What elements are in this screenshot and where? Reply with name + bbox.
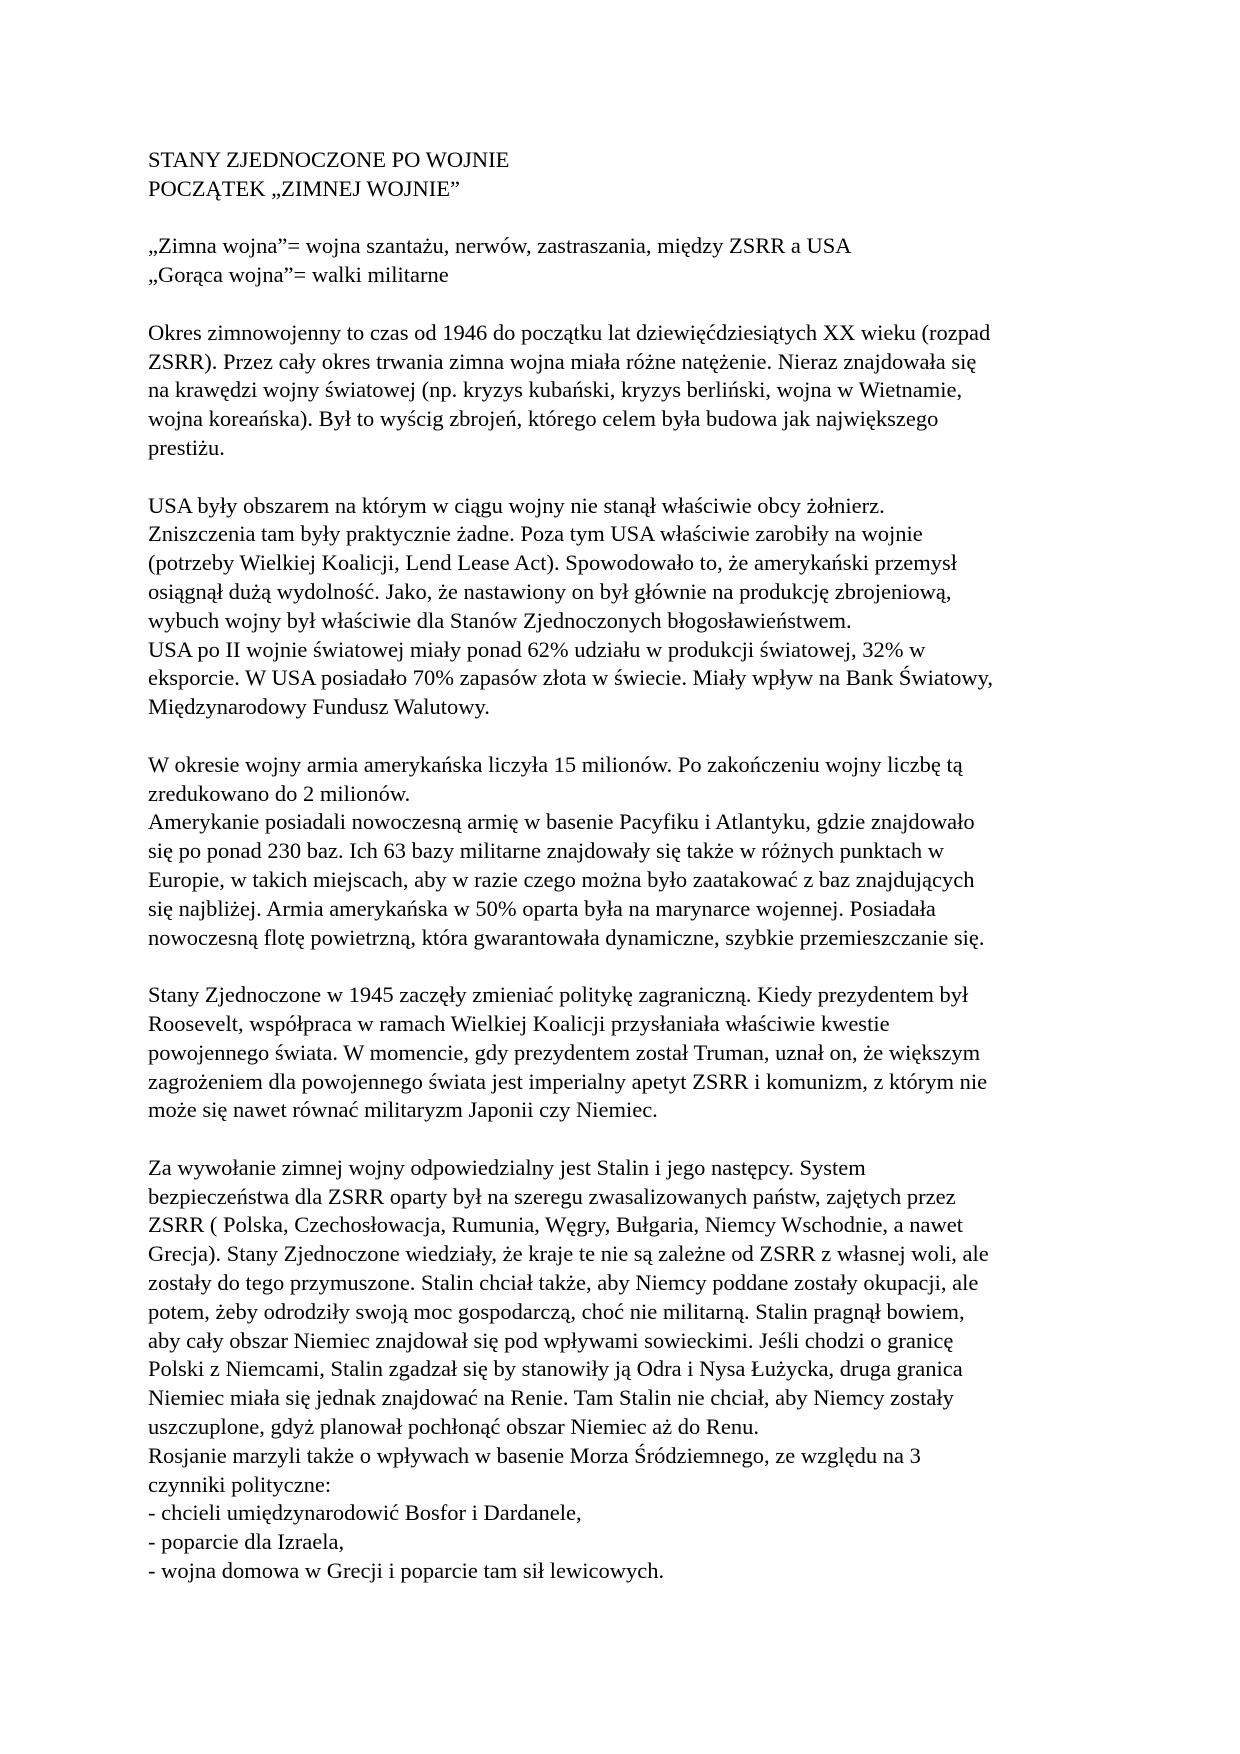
list-item: - chcieli umiędzynarodowić Bosfor i Dardanele, xyxy=(148,1500,582,1526)
text-line: czynniki polityczne: xyxy=(148,1471,332,1497)
definitions xyxy=(148,232,1098,290)
text-line: zostały do tego przymuszone. Stalin chciał także, aby Niemcy poddane zostały okupacji, ale xyxy=(148,1270,979,1296)
blank-line xyxy=(148,463,1098,492)
text-line: Stany Zjednoczone w 1945 zaczęły zmieniać politykę zagraniczną. Kiedy prezydentem był xyxy=(148,982,969,1008)
paragraph-4 xyxy=(148,981,1098,1125)
text-line: Rosjanie marzyli także o wpływach w basenie Morza Śródziemnego, ze względu na 3 xyxy=(148,1442,921,1468)
blank-line xyxy=(148,952,1098,981)
document-title xyxy=(148,146,1098,204)
paragraph-1 xyxy=(148,319,1098,463)
text-line: Międzynarodowy Fundusz Walutowy. xyxy=(148,694,490,720)
blank-line xyxy=(148,290,1098,319)
text-line: Roosevelt, współpraca w ramach Wielkiej Koalicji przysłaniała właściwie kwestie xyxy=(148,1010,890,1036)
blank-line xyxy=(148,1125,1098,1154)
list-item: - wojna domowa w Grecji i poparcie tam sił lewicowych. xyxy=(148,1558,665,1584)
text-line: zredukowano do 2 milionów. xyxy=(148,780,411,806)
text-line: potem, żeby odrodziły swoją moc gospodarczą, choć nie militarną. Stalin pragnął bowiem, xyxy=(148,1298,965,1324)
text-line: USA po II wojnie światowej miały ponad 62% udziału w produkcji światowej, 32% w xyxy=(148,636,926,662)
text-line: ZSRR ( Polska, Czechosłowacja, Rumunia, Węgry, Bułgaria, Niemcy Wschodnie, a nawet xyxy=(148,1212,964,1238)
text-line: Europie, w takich miejscach, aby w razie czego można było zaatakować z baz znajdujących xyxy=(148,866,975,892)
paragraph-2 xyxy=(148,492,1098,722)
text-line: osiągnął dużą wydolność. Jako, że nastawiony on był głównie na produkcję zbrojeniową, xyxy=(148,578,952,604)
text-line: Polski z Niemcami, Stalin zgadzał się by stanowiły ją Odra i Nysa Łużycka, druga granica xyxy=(148,1356,963,1382)
subtitle-line: POCZĄTEK „ZIMNEJ WOJNIE” xyxy=(148,175,461,201)
text-line: aby cały obszar Niemiec znajdował się pod wpływami sowieckimi. Jeśli chodzi o granicę xyxy=(148,1327,954,1353)
text-line: Okres zimnowojenny to czas od 1946 do początku lat dziewięćdziesiątych XX wieku (rozpad xyxy=(148,319,991,345)
text-line: Zniszczenia tam były praktycznie żadne. Poza tym USA właściwie zarobiły na wojnie xyxy=(148,521,923,547)
blank-line xyxy=(148,722,1098,751)
text-line: prestiżu. xyxy=(148,434,225,460)
paragraph-5 xyxy=(148,1154,1098,1586)
text-line: Niemiec miała się jednak znajdować na Renie. Tam Stalin nie chciał, aby Niemcy zostały xyxy=(148,1385,954,1411)
text-line: zagrożeniem dla powojennego świata jest imperialny apetyt ZSRR i komunizm, z którym nie xyxy=(148,1068,988,1094)
definition-line: „Gorąca wojna”= walki militarne xyxy=(148,262,449,288)
blank-line xyxy=(148,204,1098,233)
text-line: ZSRR). Przez cały okres trwania zimna wojna miała różne natężenie. Nieraz znajdowała się xyxy=(148,348,977,374)
text-line: może się nawet równać militaryzm Japonii czy Niemiec. xyxy=(148,1097,658,1123)
text-line: Amerykanie posiadali nowoczesną armię w basenie Pacyfiku i Atlantyku, gdzie znajdowało xyxy=(148,809,975,835)
definition-line: „Zimna wojna”= wojna szantażu, nerwów, zastraszania, między ZSRR a USA xyxy=(148,233,852,259)
text-line: nowoczesną flotę powietrzną, która gwarantowała dynamiczne, szybkie przemieszczanie się. xyxy=(148,924,985,950)
text-line: uszczuplone, gdyż planował pochłonąć obszar Niemiec aż do Renu. xyxy=(148,1414,760,1440)
list-item: - poparcie dla Izraela, xyxy=(148,1529,345,1555)
text-line: się po ponad 230 baz. Ich 63 bazy militarne znajdowały się także w różnych punktach w xyxy=(148,838,944,864)
text-line: eksporcie. W USA posiadało 70% zapasów złota w świecie. Miały wpływ na Bank Światowy, xyxy=(148,665,994,691)
text-line: Grecja). Stany Zjednoczone wiedziały, że kraje te nie są zależne od ZSRR z własnej woli, ale xyxy=(148,1241,989,1267)
document-body xyxy=(148,146,1098,1586)
paragraph-3 xyxy=(148,751,1098,953)
text-line: powojennego świata. W momencie, gdy prezydentem został Truman, uznał on, że większym xyxy=(148,1039,981,1065)
text-line: Za wywołanie zimnej wojny odpowiedzialny jest Stalin i jego następcy. System xyxy=(148,1154,866,1180)
text-line: W okresie wojny armia amerykańska liczyła 15 milionów. Po zakończeniu wojny liczbę tą xyxy=(148,751,963,777)
text-line: wybuch wojny był właściwie dla Stanów Zjednoczonych błogosławieństwem. xyxy=(148,607,852,633)
text-line: (potrzeby Wielkiej Koalicji, Lend Lease Act). Spowodowało to, że amerykański przemysł xyxy=(148,550,958,576)
text-line: wojna koreańska). Był to wyścig zbrojeń, którego celem była budowa jak największego xyxy=(148,406,939,432)
text-line: na krawędzi wojny światowej (np. kryzys kubański, kryzys berliński, wojna w Wietnamie, xyxy=(148,377,963,403)
title-line: STANY ZJEDNOCZONE PO WOJNIE xyxy=(148,147,510,172)
text-line: się najbliżej. Armia amerykańska w 50% oparta była na marynarce wojennej. Posiadała xyxy=(148,895,936,921)
text-line: bezpieczeństwa dla ZSRR oparty był na szeregu zwasalizowanych państw, zajętych przez xyxy=(148,1183,956,1209)
text-line: USA były obszarem na którym w ciągu wojny nie stanął właściwie obcy żołnierz. xyxy=(148,492,885,518)
